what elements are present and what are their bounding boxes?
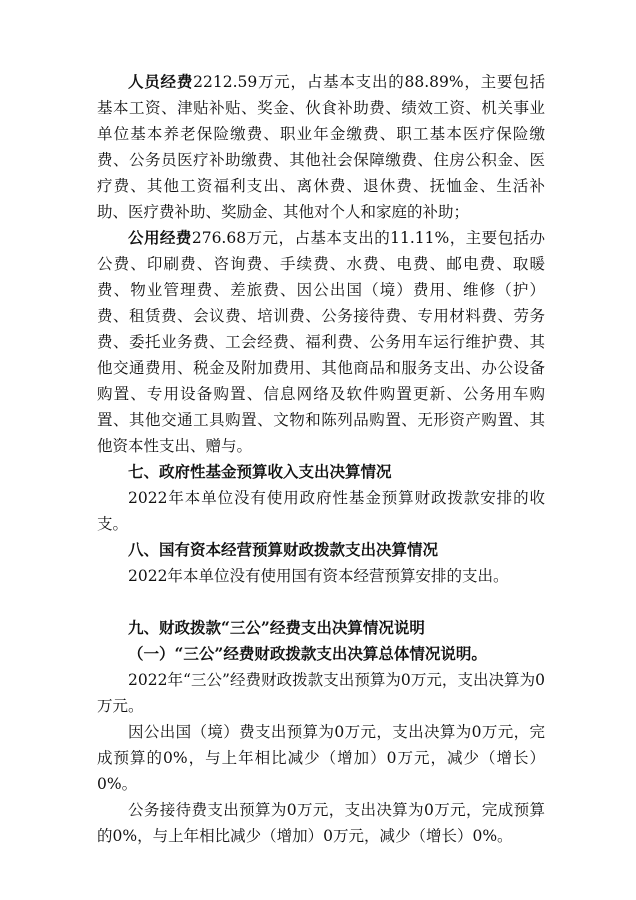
section-9-paragraph-2: 因公出国（境）费支出预算为0万元，支出决算为0万元，完成预算的0%，与上年相比减少（增加）0万元，减少（增长）0%。	[97, 723, 545, 793]
section-9-heading: 九、财政拨款“三公”经费支出决算情况说明	[128, 618, 425, 637]
section-9-subheading: （一）“三公”经费财政拨款支出决算总体情况说明。	[128, 644, 487, 663]
section-spacer	[97, 589, 545, 615]
personnel-expense-paragraph	[97, 69, 545, 225]
section-9-paragraph-1: 2022年“三公”经费财政拨款支出预算为0万元，支出决算为0万元。	[97, 671, 545, 715]
public-expense-paragraph	[97, 225, 545, 459]
personnel-expense-text: 2212.59万元，占基本支出的88.89%，主要包括基本工资、津贴补贴、奖金、伙食补助费、绩效工资、机关事业单位基本养老保险缴费、职业年金缴费、职工基本医疗保险缴费、公务员医疗补助缴费、其他社会保障缴费、住房公积金、医疗费、其他工资福利支出、离休费、退休费、抚恤金、生活补助、医疗费补助、奖励金、其他对个人和家庭的补助；	[97, 73, 545, 221]
section-8-heading: 八、国有资本经营预算财政拨款支出决算情况	[128, 540, 439, 559]
public-expense-label: 公用经费	[128, 228, 192, 247]
section-7-text: 2022年本单位没有使用政府性基金预算财政拨款安排的收支。	[97, 489, 545, 533]
public-expense-text: 276.68万元，占基本支出的11.11%，主要包括办公费、印刷费、咨询费、手续费、水费、电费、邮电费、取暖费、物业管理费、差旅费、因公出国（境）费用、维修（护）费、租赁费、会议费、培训费、公务接待费、专用材料费、劳务费、委托业务费、工会经费、福利费、公务用车运行维护费、其他交通费用、税金及附加费用、其他商品和服务支出、办公设备购置、专用设备购置、信息网络及软件购置更新、公务用车购置、其他交通工具购置、文物和陈列品购置、无形资产购置、其他资本性支出、赠与。	[97, 229, 545, 455]
section-7-heading: 七、政府性基金预算收入支出决算情况	[128, 462, 392, 481]
document-body	[97, 69, 545, 849]
section-9-paragraph-3: 公务接待费支出预算为0万元，支出决算为0万元，完成预算的0%，与上年相比减少（增加）0万元，减少（增长）0%。	[97, 801, 545, 845]
section-8-text: 2022年本单位没有使用国有资本经营预算安排的支出。	[128, 567, 509, 585]
personnel-expense-label: 人员经费	[128, 72, 194, 91]
